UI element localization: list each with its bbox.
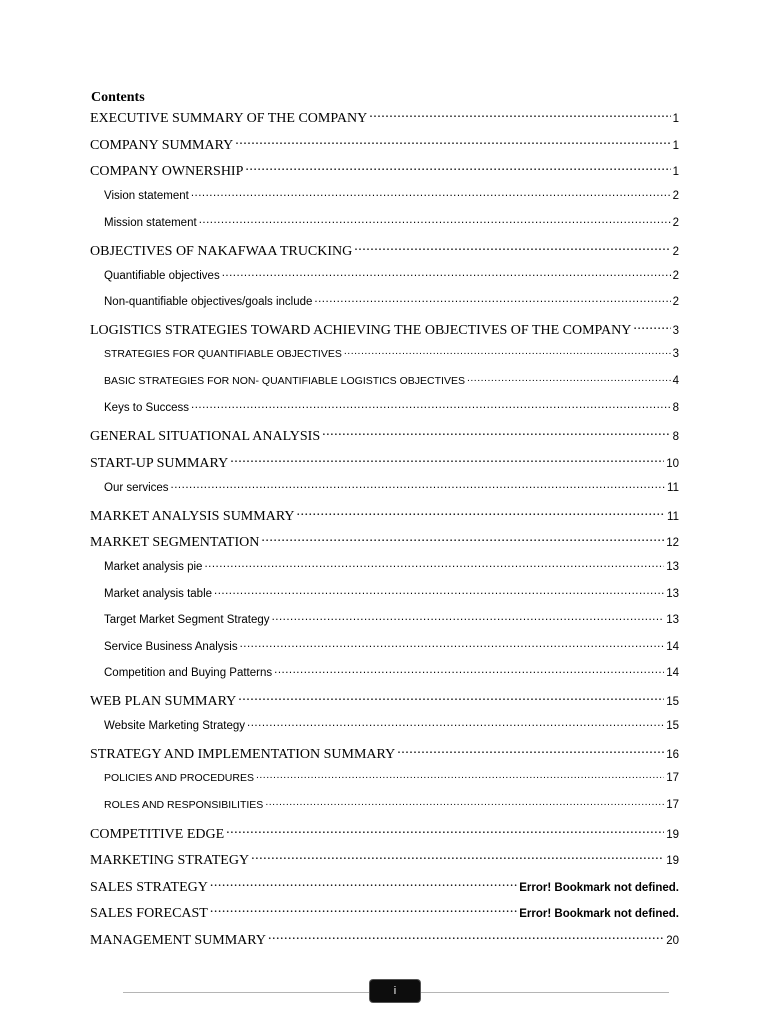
toc-entry-title: SALES FORECAST — [90, 906, 208, 921]
toc-entry[interactable] — [90, 903, 679, 922]
toc-entry-title: STRATEGIES FOR QUANTIFIABLE OBJECTIVES — [104, 348, 342, 360]
toc-dot-leader — [467, 373, 671, 384]
toc-entry[interactable] — [90, 320, 679, 339]
toc-dot-leader — [633, 320, 670, 334]
toc-entry-page: 3 — [672, 348, 679, 360]
toc-dot-leader — [265, 797, 664, 808]
toc-entry-title: WEB PLAN SUMMARY — [90, 694, 237, 709]
toc-entry-page: 2 — [672, 296, 679, 308]
toc-dot-leader — [199, 214, 671, 226]
toc-entry[interactable] — [104, 294, 679, 309]
toc-entry-page: 2 — [672, 216, 679, 229]
toc-entry-page: 2 — [672, 245, 679, 258]
toc-entry[interactable] — [104, 665, 679, 680]
toc-dot-leader — [314, 294, 670, 306]
toc-entry-page: 14 — [666, 640, 679, 653]
toc-entry-title: POLICIES AND PROCEDURES — [104, 772, 254, 784]
toc-entry[interactable] — [104, 559, 679, 574]
toc-entry[interactable] — [104, 585, 679, 600]
toc-entry-title: Keys to Success — [104, 402, 190, 414]
toc-entry-title: COMPANY OWNERSHIP — [90, 164, 244, 179]
toc-entry-page: 11 — [667, 481, 679, 494]
toc-dot-leader — [191, 400, 671, 412]
toc-entry[interactable] — [90, 161, 679, 180]
toc-entry-page: 13 — [666, 561, 679, 573]
toc-dot-leader — [230, 453, 664, 467]
toc-entry-title: MANAGEMENT SUMMARY — [90, 932, 266, 948]
toc-entry[interactable] — [90, 824, 679, 843]
toc-entry-page: Error! Bookmark not defined. — [519, 881, 679, 894]
toc-dot-leader — [344, 347, 671, 358]
toc-entry[interactable] — [104, 638, 679, 653]
toc-entry-title: Competition and Buying Patterns — [104, 667, 273, 679]
toc-entry-title: Vision statement — [104, 190, 189, 202]
toc-dot-leader — [245, 161, 670, 175]
toc-entry-page: 19 — [666, 828, 679, 841]
toc-entry-page: 1 — [672, 139, 679, 152]
toc-entry-page: 8 — [672, 431, 679, 443]
toc-dot-leader — [247, 718, 664, 730]
contents-heading: Contents — [91, 90, 145, 105]
toc-entry-page: 15 — [666, 720, 679, 732]
toc-entry-page: 2 — [672, 269, 679, 282]
toc-entry[interactable] — [90, 506, 679, 525]
toc-entry[interactable] — [90, 930, 679, 949]
toc-dot-leader — [274, 665, 664, 677]
toc-entry-page: 16 — [666, 749, 679, 761]
toc-entry-page: 4 — [672, 374, 679, 387]
toc-entry[interactable] — [90, 532, 679, 551]
toc-entry-page: 15 — [666, 696, 679, 708]
toc-entry-title: START-UP SUMMARY — [90, 455, 229, 471]
toc-entry[interactable] — [90, 108, 679, 127]
toc-dot-leader — [204, 559, 664, 571]
toc-entry-page: 3 — [672, 325, 679, 337]
toc-dot-leader — [261, 532, 664, 546]
toc-entry-title: STRATEGY AND IMPLEMENTATION SUMMARY — [90, 747, 396, 762]
toc-entry-title: Target Market Segment Strategy — [104, 614, 270, 626]
toc-dot-leader — [268, 930, 664, 944]
page-number-badge: i — [370, 980, 420, 1002]
toc-entry-title: COMPETITIVE EDGE — [90, 826, 225, 842]
toc-dot-leader — [240, 638, 665, 650]
toc-entry[interactable] — [104, 347, 679, 361]
toc-entry[interactable] — [104, 188, 679, 203]
toc-entry-title: Market analysis pie — [104, 561, 203, 573]
toc-entry-page: 17 — [666, 772, 679, 784]
toc-entry[interactable] — [90, 850, 679, 869]
toc-entry-title: Mission statement — [104, 216, 197, 229]
toc-entry-page: Error! Bookmark not defined. — [519, 908, 679, 920]
toc-entry-page: 8 — [672, 402, 679, 414]
toc-entry-page: 20 — [666, 934, 679, 947]
toc-entry[interactable] — [90, 877, 679, 896]
toc-dot-leader — [238, 691, 664, 705]
toc-entry-page: 19 — [666, 855, 679, 867]
toc-entry-title: GENERAL SITUATIONAL ANALYSIS — [90, 429, 321, 444]
toc-entry-title: BASIC STRATEGIES FOR NON- QUANTIFIABLE LOGISTICS OBJECTIVES — [104, 374, 465, 387]
toc-entry[interactable] — [104, 771, 679, 785]
toc-dot-leader — [369, 108, 670, 122]
toc-entry-page: 13 — [666, 587, 679, 600]
toc-entry-page: 12 — [666, 537, 679, 549]
toc-entry-page: 17 — [666, 798, 679, 811]
toc-entry-title: Non-quantifiable objectives/goals include — [104, 296, 313, 308]
toc-entry-title: LOGISTICS STRATEGIES TOWARD ACHIEVING THE OBJECTIVES OF THE COMPANY — [90, 323, 632, 338]
toc-entry-page: 14 — [666, 667, 679, 679]
toc-entry[interactable] — [90, 453, 679, 472]
toc-dot-leader — [251, 850, 664, 864]
toc-dot-leader — [210, 903, 517, 917]
toc-entry-title: COMPANY SUMMARY — [90, 137, 234, 153]
toc-entry-title: MARKET SEGMENTATION — [90, 535, 260, 550]
toc-entry-title: ROLES AND RESPONSIBILITIES — [104, 798, 264, 811]
toc-dot-leader — [222, 267, 671, 279]
toc-dot-leader — [256, 771, 664, 782]
toc-dot-leader — [226, 824, 664, 838]
toc-entry-page: 11 — [667, 510, 679, 523]
toc-entry[interactable] — [90, 135, 679, 154]
toc-dot-leader — [397, 744, 664, 758]
toc-dot-leader — [322, 426, 670, 440]
toc-entry-page: 1 — [672, 113, 679, 125]
toc-dot-leader — [171, 479, 666, 491]
toc-entry-title: Service Business Analysis — [104, 640, 238, 653]
toc-entry[interactable] — [104, 214, 679, 229]
toc-entry-title: SALES STRATEGY — [90, 879, 208, 895]
toc-entry-title: MARKET ANALYSIS SUMMARY — [90, 508, 295, 524]
toc-dot-leader — [235, 135, 670, 149]
toc-entry[interactable] — [90, 426, 679, 445]
toc-entry[interactable] — [104, 479, 679, 494]
toc-entry[interactable] — [90, 241, 679, 260]
toc-entry-page: 10 — [666, 457, 679, 470]
toc-entry[interactable] — [104, 718, 679, 733]
toc-dot-leader — [297, 506, 666, 520]
toc-entry-title: EXECUTIVE SUMMARY OF THE COMPANY — [90, 111, 368, 126]
toc-entry[interactable] — [104, 797, 679, 811]
toc-entry-page: 2 — [672, 190, 679, 202]
toc-entry[interactable] — [104, 373, 679, 387]
toc-dot-leader — [214, 585, 664, 597]
toc-dot-leader — [191, 188, 671, 200]
toc-dot-leader — [210, 877, 517, 891]
toc-entry-page: 1 — [672, 166, 679, 178]
toc-entry-page: 13 — [666, 614, 679, 626]
toc-entry-title: OBJECTIVES OF NAKAFWAA TRUCKING — [90, 243, 353, 259]
toc-entry[interactable] — [90, 744, 679, 763]
toc-entry-title: Quantifiable objectives — [104, 269, 220, 282]
toc-entry-title: MARKETING STRATEGY — [90, 853, 250, 868]
toc-entry-title: Our services — [104, 481, 169, 494]
toc-entry[interactable] — [104, 267, 679, 282]
toc-entry-title: Market analysis table — [104, 587, 213, 600]
toc-entry[interactable] — [90, 691, 679, 710]
toc-dot-leader — [354, 241, 670, 255]
toc-entry[interactable] — [104, 400, 679, 415]
toc-entry-title: Website Marketing Strategy — [104, 720, 246, 732]
toc-dot-leader — [272, 612, 665, 624]
toc-entry[interactable] — [104, 612, 679, 627]
